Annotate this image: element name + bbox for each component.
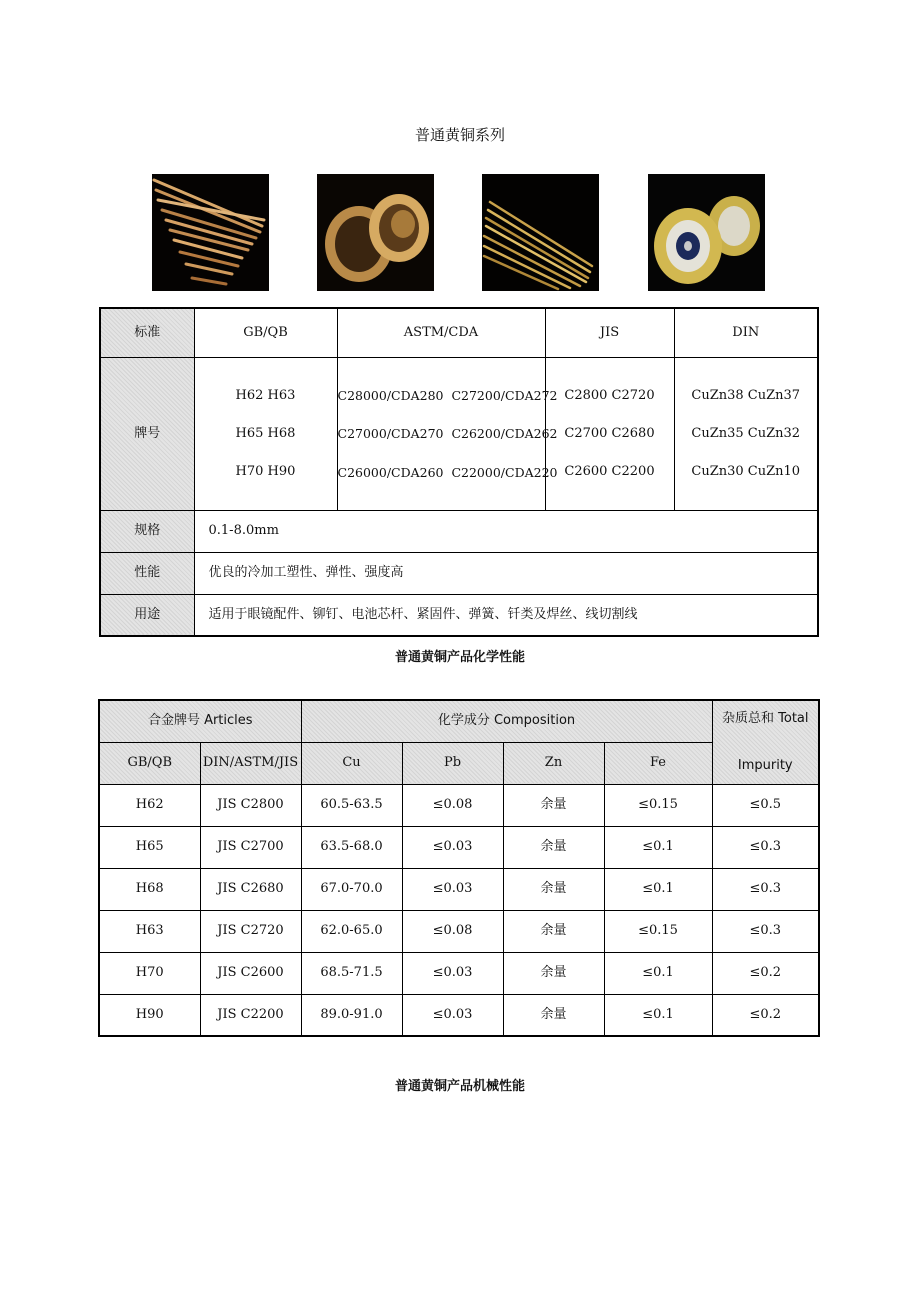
table-row (99, 994, 819, 1036)
row-label-usage: 用途 (100, 594, 194, 636)
table-cell: JIS C2680 (200, 868, 301, 910)
header-astm-cda: ASTM/CDA (337, 308, 545, 357)
table-row (99, 868, 819, 910)
section-title-chemical: 普通黄铜产品化学性能 (394, 650, 525, 665)
table-cell: H90 (99, 994, 200, 1036)
grades-gb-cell (194, 357, 337, 510)
table-cell: ≤0.5 (712, 784, 819, 826)
table-cell: 60.5-63.5 (301, 784, 402, 826)
table-cell: 62.0-65.0 (301, 910, 402, 952)
table-cell: ≤0.3 (712, 826, 819, 868)
row-value-usage: 适用于眼镜配件、铆钉、电池芯杆、紧固件、弹簧、钎类及焊丝、线切割线 (194, 594, 818, 636)
grade-din: CuZn35 CuZn32 (691, 425, 801, 441)
grade-astm: C27000/CDA270 C26200/CDA262 (337, 426, 558, 441)
section-title-mechanical: 普通黄铜产品机械性能 (394, 1079, 525, 1094)
impurity-header (712, 700, 819, 784)
table-cell: 89.0-91.0 (301, 994, 402, 1036)
column-header: Zn (503, 742, 604, 784)
grades-astm-cell (337, 357, 558, 510)
column-header: DIN/ASTM/JIS (200, 742, 301, 784)
table-cell: ≤0.08 (402, 784, 503, 826)
table-row (99, 784, 819, 826)
brass-rods-photo (152, 174, 269, 291)
grade-astm: C26000/CDA260 C22000/CDA220 (337, 464, 558, 480)
grade-din: CuZn38 CuZn37 (691, 387, 801, 403)
grade-jis: C2800 C2720 (564, 387, 655, 403)
table-cell: 68.5-71.5 (301, 952, 402, 994)
column-header: Cu (301, 742, 402, 784)
section-title-series: 普通黄铜系列 (414, 126, 505, 144)
table-row (99, 910, 819, 952)
table-cell: ≤0.3 (712, 868, 819, 910)
header-jis: JIS (545, 308, 674, 357)
grade-gb: H62 H63 (235, 387, 296, 403)
impurity-label: 杂质总和 Total (722, 711, 809, 727)
table-cell: H68 (99, 868, 200, 910)
brass-coil-photo (317, 174, 434, 291)
table-cell: ≤0.15 (604, 910, 712, 952)
table-cell: 67.0-70.0 (301, 868, 402, 910)
row-label-properties: 性能 (100, 552, 194, 594)
table-cell: H70 (99, 952, 200, 994)
table-cell: ≤0.2 (712, 994, 819, 1036)
table-cell: 余量 (503, 910, 604, 952)
grade-din: CuZn30 CuZn10 (691, 463, 801, 479)
row-value-properties: 优良的冷加工塑性、弹性、强度高 (194, 552, 818, 594)
table-cell: JIS C2700 (200, 826, 301, 868)
header-standard: 标准 (100, 308, 194, 357)
table-cell: 余量 (503, 784, 604, 826)
chemical-table (98, 699, 820, 1037)
group-composition: 化学成分 Composition (301, 700, 712, 742)
table-cell: 余量 (503, 868, 604, 910)
brass-wire-spools-photo (648, 174, 765, 291)
grade-astm: C28000/CDA280 C27200/CDA272 (337, 387, 558, 403)
table-cell: ≤0.08 (402, 910, 503, 952)
table-cell: ≤0.03 (402, 952, 503, 994)
table-cell: ≤0.03 (402, 868, 503, 910)
spec-table (99, 307, 819, 637)
table-cell: H63 (99, 910, 200, 952)
table-cell: ≤0.3 (712, 910, 819, 952)
column-header: Fe (604, 742, 712, 784)
table-cell: 余量 (503, 952, 604, 994)
brass-bars-photo (482, 174, 599, 291)
table-cell: 余量 (503, 826, 604, 868)
table-cell: ≤0.1 (604, 994, 712, 1036)
table-cell: ≤0.1 (604, 952, 712, 994)
table-cell: JIS C2720 (200, 910, 301, 952)
table-cell: ≤0.1 (604, 868, 712, 910)
table-cell: JIS C2200 (200, 994, 301, 1036)
header-gbqb: GB/QB (194, 308, 337, 357)
row-value-spec: 0.1-8.0mm (194, 510, 818, 552)
table-cell: H62 (99, 784, 200, 826)
table-row (99, 826, 819, 868)
column-header: Pb (402, 742, 503, 784)
grade-label: 牌号 (100, 357, 194, 510)
column-header: GB/QB (99, 742, 200, 784)
table-cell: 余量 (503, 994, 604, 1036)
table-row (99, 952, 819, 994)
header-din: DIN (674, 308, 818, 357)
grade-jis: C2700 C2680 (564, 425, 655, 441)
table-cell: ≤0.03 (402, 826, 503, 868)
table-cell: ≤0.15 (604, 784, 712, 826)
table-cell: ≤0.03 (402, 994, 503, 1036)
table-cell: JIS C2800 (200, 784, 301, 826)
grade-jis: C2600 C2200 (564, 463, 655, 479)
grade-gb: H65 H68 (235, 425, 296, 441)
table-cell: 63.5-68.0 (301, 826, 402, 868)
grade-gb: H70 H90 (235, 463, 296, 479)
table-cell: ≤0.1 (604, 826, 712, 868)
grades-din-cell (674, 357, 818, 510)
table-cell: H65 (99, 826, 200, 868)
impurity-label: Impurity (737, 757, 793, 773)
table-cell: JIS C2600 (200, 952, 301, 994)
row-label-spec: 规格 (100, 510, 194, 552)
table-cell: ≤0.2 (712, 952, 819, 994)
group-articles: 合金牌号 Articles (99, 700, 301, 742)
grades-jis-cell (545, 357, 674, 510)
